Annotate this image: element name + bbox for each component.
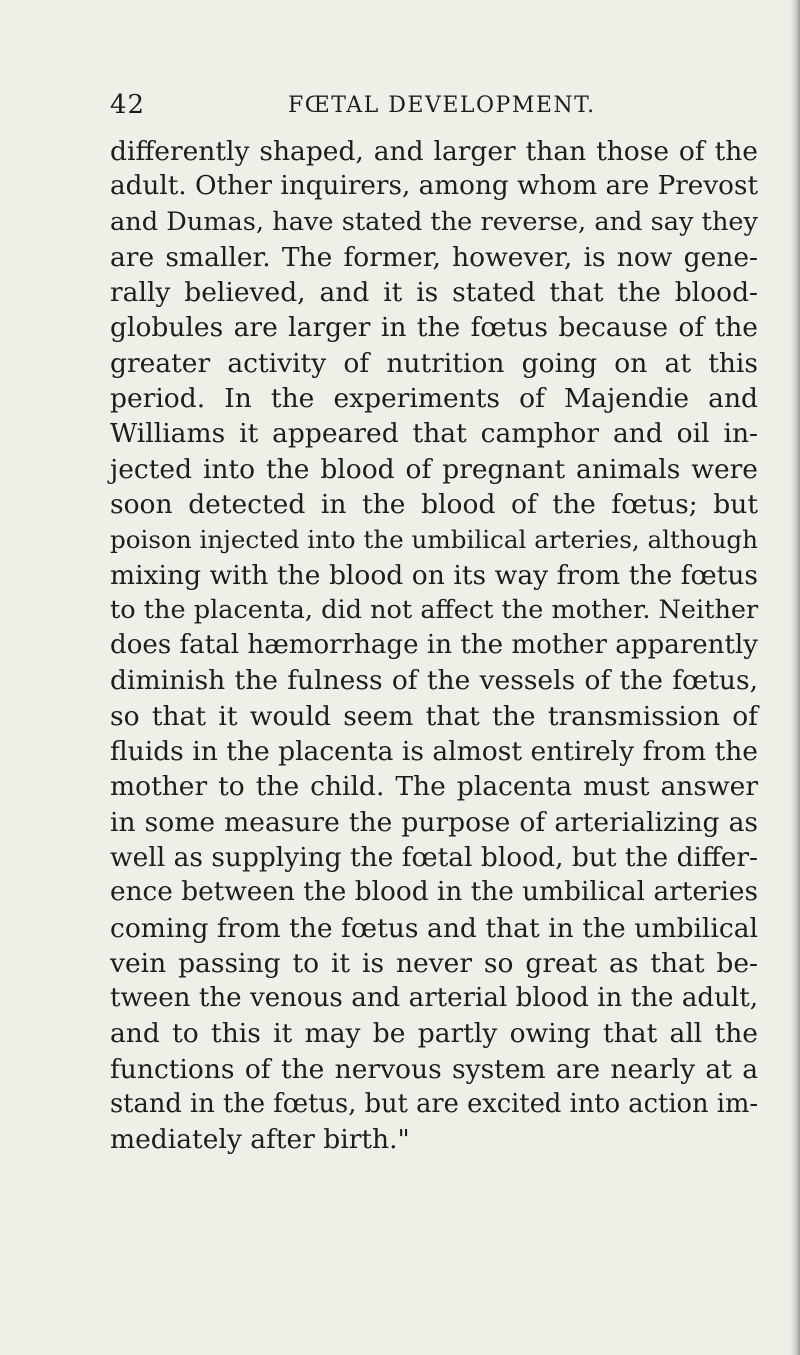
- text-line: poison injected into the umbilical arteries, although: [110, 525, 758, 555]
- text-line: mixing with the blood on its way from the fœtus: [110, 559, 758, 591]
- text-line: fluids in the placenta is almost entirely from the: [110, 736, 758, 768]
- text-line: and to this it may be partly owing that all the: [110, 1018, 758, 1050]
- page-edge-shadow: [790, 0, 800, 1355]
- text-line: diminish the fulness of the vessels of the fœtus,: [110, 665, 758, 697]
- text-line: in some measure the purpose of arterializing as: [110, 806, 758, 838]
- text-line: rally believed, and it is stated that the blood-: [110, 277, 758, 309]
- text-line: coming from the fœtus and that in the umbilical: [110, 912, 758, 944]
- text-line: adult. Other inquirers, among whom are Prevost: [110, 171, 758, 202]
- text-line: and Dumas, have stated the reverse, and say they: [110, 206, 758, 237]
- text-line: so that it would seem that the transmission of: [110, 700, 758, 732]
- text-line: are smaller. The former, however, is now gene-: [110, 241, 758, 273]
- text-line: period. In the experiments of Majendie and: [110, 383, 758, 415]
- body-text: [110, 134, 758, 1158]
- text-line: jected into the blood of pregnant animals were: [110, 453, 758, 485]
- text-line: stand in the fœtus, but are excited into action im-: [110, 1089, 758, 1120]
- page-header: [110, 90, 722, 130]
- text-line: differently shaped, and larger than those of the: [110, 136, 758, 167]
- text-line: mother to the child. The placenta must answer: [110, 771, 758, 803]
- page-number: 42: [110, 90, 146, 120]
- text-line: Williams it appeared that camphor and oil in-: [110, 418, 758, 450]
- text-line: to the placenta, did not affect the mother. Neither: [110, 594, 759, 625]
- text-line: tween the venous and arterial blood in the adult,: [110, 983, 758, 1014]
- running-head: FŒTAL DEVELOPMENT.: [288, 93, 596, 118]
- text-line: does fatal hæmorrhage in the mother apparently: [110, 630, 758, 661]
- text-line: mediately after birth.": [110, 1124, 410, 1156]
- text-line: soon detected in the blood of the fœtus; but: [110, 488, 758, 520]
- text-line: ence between the blood in the umbilical arteries: [110, 877, 758, 908]
- text-line: globules are larger in the fœtus because of the: [110, 312, 758, 344]
- text-line: well as supplying the fœtal blood, but the differ-: [110, 841, 758, 873]
- text-line: vein passing to it is never so great as that be-: [110, 947, 758, 979]
- text-line: functions of the nervous system are nearly at a: [110, 1053, 758, 1085]
- text-line: greater activity of nutrition going on at this: [110, 347, 758, 379]
